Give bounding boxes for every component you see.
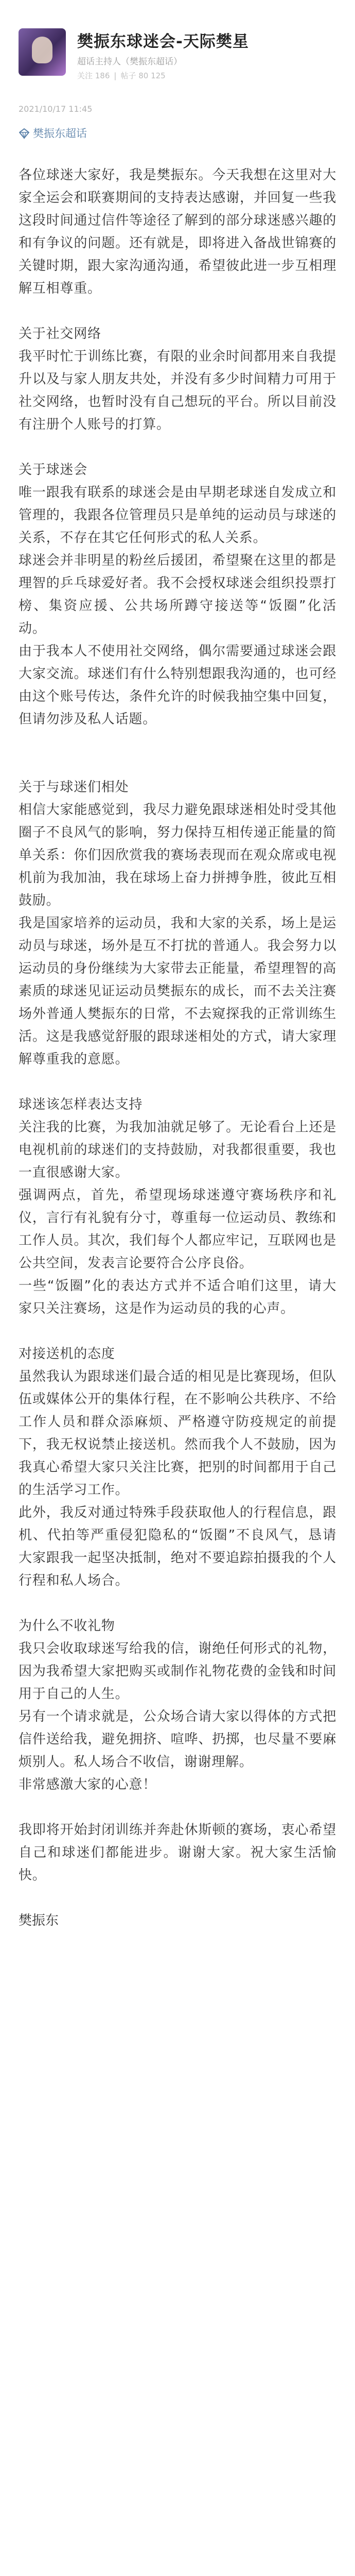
signature: 樊振东 [19, 1913, 59, 1928]
community-header [0, 0, 355, 141]
post-body [0, 164, 355, 1932]
followers-count: 关注 186 [77, 71, 110, 80]
community-title-block [77, 28, 249, 81]
section-heading-support: 球迷该怎样表达支持 [19, 1097, 143, 1112]
section-heading-relationship: 关于与球迷们相处 [19, 779, 129, 795]
paragraph-support-1: 关注我的比赛，为我加油就足够了。无论看台上还是电视机前的球迷们的支持鼓励，对我都很重要，我也一直很感谢大家。 [19, 1120, 336, 1180]
paragraph-airport-1: 虽然我认为跟球迷们最合适的相见是比赛现场，但队伍或媒体公开的集体行程，在不影响公共秩序、不给工作人员和群众添麻烦、严格遵守防疫规定的前提下，我无权说禁止接送机。然而我个人不鼓励，因为我真心希望大家只关注比赛，把别的时间都用于自己的生活学习工作。 [19, 1369, 336, 1498]
community-subtitle: 超话主持人（樊振东超话） [77, 57, 182, 67]
intro-paragraph: 各位球迷大家好，我是樊振东。今天我想在这里对大家全运会和联赛期间的支持表达感谢，并回复一些我这段时间通过信件等途径了解到的部分球迷感兴趣的和有争议的问题。还有就是，即将进入备战世锦赛的关键时期，跟大家沟通沟通，希望彼此进一步互相理解互相尊重。 [19, 167, 336, 296]
paragraph-gifts-2: 另有一个请求就是，公众场合请大家以得体的方式把信件送给我，避免拥挤、喧哗、扔掷，也尽量不要麻烦别人。私人场合不收信，谢谢理解。 [19, 1709, 336, 1770]
section-heading-fanclub: 关于球迷会 [19, 462, 88, 478]
supertopic-tag[interactable] [19, 126, 87, 141]
community-stats [77, 71, 249, 81]
closing-paragraph: 我即将开始封闭训练并奔赴休斯顿的赛场，衷心希望自己和球迷们都能进步。谢谢大家。祝大家生活愉快。 [19, 1822, 336, 1883]
stats-divider: | [114, 71, 117, 80]
paragraph-fanclub-3: 由于我本人不使用社交网络，偶尔需要通过球迷会跟大家交流。球迷们有什么特别想跟我沟通的，也可经由这个账号传达，条件允许的时候我抽空集中回复，但请勿涉及私人话题。 [19, 643, 336, 727]
paragraph-gifts-1: 我只会收取球迷写给我的信，谢绝任何形式的礼物，因为我希望大家把购买或制作礼物花费的金钱和时间用于自己的人生。 [19, 1641, 336, 1702]
community-avatar[interactable] [19, 28, 66, 76]
paragraph-fanclub-2: 球迷会并非明星的粉丝后援团，希望聚在这里的都是理智的乒乓球爱好者。我不会授权球迷会组织投票打榜、集资应援、公共场所蹲守接送等“饭圈”化活动。 [19, 553, 336, 636]
paragraph-relationship-1: 相信大家能感觉到，我尽力避免跟球迷相处时受其他圈子不良风气的影响，努力保持互相传递正能量的简单关系：你们因欣赏我的赛场表现而在观众席或电视机前为我加油，我在球场上奋力拼搏争胜，彼此互相鼓励。 [19, 802, 336, 908]
community-title[interactable]: 樊振东球迷会-天际樊星 [77, 32, 249, 51]
paragraph-relationship-2: 我是国家培养的运动员，我和大家的关系，场上是运动员与球迷，场外是互不打扰的普通人。我会努力以运动员的身份继续为大家带去正能量，希望理智的高素质的球迷见证运动员樊振东的成长，而不去关注赛场外普通人樊振东的日常，不去窥探我的正常训练生活。这是我感觉舒服的跟球迷相处的方式，请大家理解尊重我的意愿。 [19, 916, 336, 1067]
paragraph-social: 我平时忙于训练比赛，有限的业余时间都用来自我提升以及与家人朋友共处，并没有多少时间精力可用于社交网络，也暂时没有自己想玩的平台。所以目前没有注册个人账号的打算。 [19, 349, 336, 432]
section-heading-gifts: 为什么不收礼物 [19, 1618, 115, 1634]
paragraph-gifts-3: 非常感激大家的心意！ [19, 1777, 157, 1792]
posts-count: 帖子 80 125 [120, 71, 166, 80]
community-info[interactable] [19, 28, 336, 81]
paragraph-fanclub-1: 唯一跟我有联系的球迷会是由早期老球迷自发成立和管理的，我跟各位管理员只是单纯的运动员与球迷的关系，不存在其它任何形式的私人关系。 [19, 485, 336, 546]
paragraph-airport-2: 此外，我反对通过特殊手段获取他人的行程信息，跟机、代拍等严重侵犯隐私的“饭圈”不良风气，恳请大家跟我一起坚决抵制，绝对不要追踪拍摄我的个人行程和私人场合。 [19, 1505, 336, 1588]
paragraph-support-3: 一些“饭圈”化的表达方式并不适合咱们这里，请大家只关注赛场，这是作为运动员的我的心声。 [19, 1278, 336, 1316]
paragraph-support-2: 强调两点，首先，希望现场球迷遵守赛场秩序和礼仪，言行有礼貌有分寸，尊重每一位运动员、教练和工作人员。其次，我们每个人都应牢记，互联网也是公共空间，发表言论要符合公序良俗。 [19, 1188, 336, 1271]
post-timestamp: 2021/10/17 11:45 [19, 104, 93, 114]
supertopic-tag-label: 樊振东超话 [33, 127, 87, 140]
section-heading-social: 关于社交网络 [19, 326, 101, 342]
supertopic-diamond-icon [19, 128, 30, 139]
section-heading-airport: 对接送机的态度 [19, 1346, 115, 1362]
